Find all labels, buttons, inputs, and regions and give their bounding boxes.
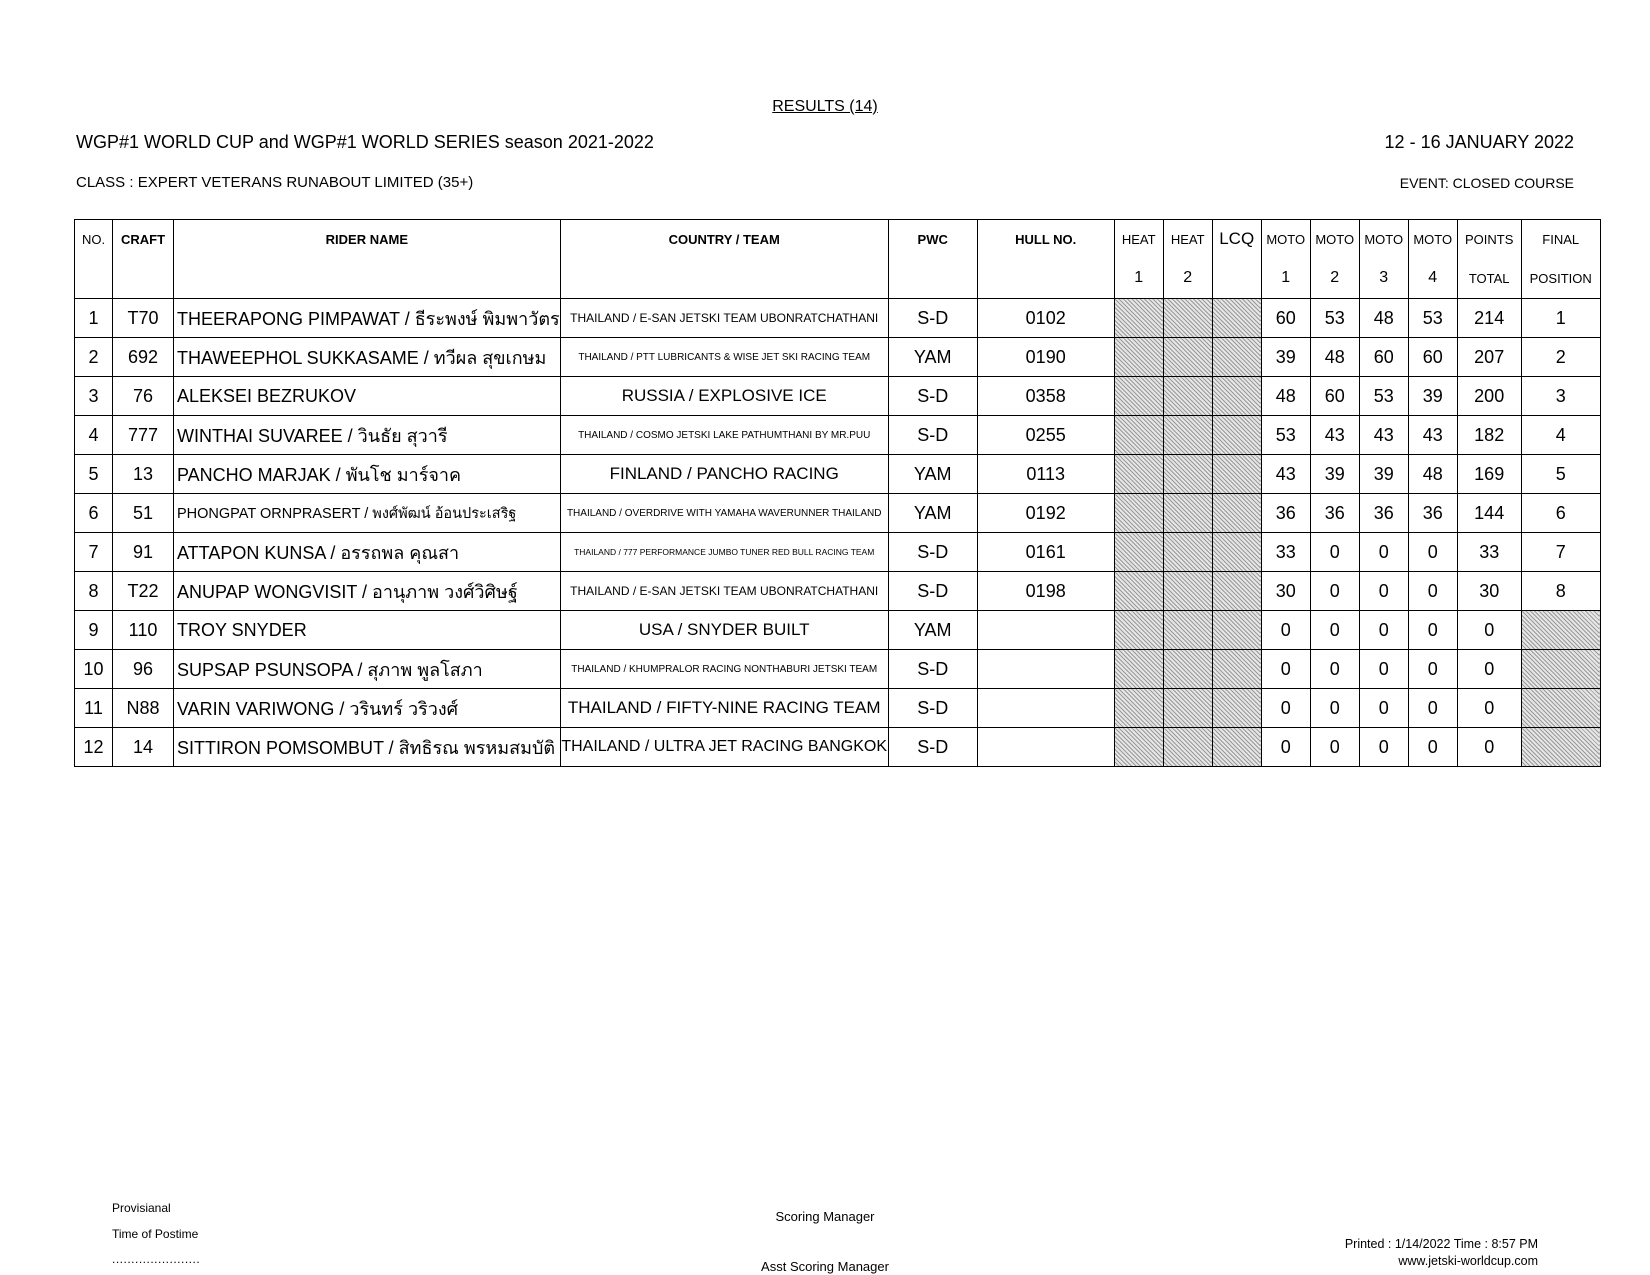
cell-moto3: 53: [1359, 377, 1408, 416]
cell-hull: 0113: [977, 455, 1114, 494]
col-header-moto4: MOTO: [1408, 220, 1457, 259]
cell-team: RUSSIA / EXPLOSIVE ICE: [560, 377, 888, 416]
cell-hull: 0192: [977, 494, 1114, 533]
cell-lcq: [1212, 650, 1261, 689]
cell-pwc: S-D: [888, 572, 977, 611]
cell-final: 1: [1521, 299, 1600, 338]
cell-total: 169: [1457, 455, 1521, 494]
cell-hull: 0358: [977, 377, 1114, 416]
table-row: [75, 377, 1601, 416]
cell-heat1: [1114, 728, 1163, 767]
col-header-moto3: MOTO: [1359, 220, 1408, 259]
cell-no: 5: [75, 455, 113, 494]
col-header-heat2: HEAT: [1163, 220, 1212, 259]
cell-moto2: 36: [1310, 494, 1359, 533]
cell-final: [1521, 650, 1600, 689]
col-subheader-moto3: 3: [1359, 258, 1408, 299]
cell-moto1: 53: [1261, 416, 1310, 455]
cell-pwc: S-D: [888, 377, 977, 416]
col-subheader-heat2: 2: [1163, 258, 1212, 299]
cell-pwc: S-D: [888, 728, 977, 767]
cell-final: 6: [1521, 494, 1600, 533]
cell-moto4: 60: [1408, 338, 1457, 377]
col-header-points: POINTS: [1457, 220, 1521, 259]
cell-rider: VARIN VARIWONG / วรินทร์ วริวงศ์: [174, 689, 561, 728]
col-header-lcq: LCQ: [1212, 220, 1261, 259]
cell-heat2: [1163, 299, 1212, 338]
table-row: [75, 533, 1601, 572]
table-row: [75, 572, 1601, 611]
cell-heat2: [1163, 572, 1212, 611]
cell-rider: SUPSAP PSUNSOPA / สุภาพ พูลโสภา: [174, 650, 561, 689]
cell-rider: THEERAPONG PIMPAWAT / ธีระพงษ์ พิมพาวัตร: [174, 299, 561, 338]
cell-craft: T22: [113, 572, 174, 611]
cell-lcq: [1212, 728, 1261, 767]
cell-heat1: [1114, 572, 1163, 611]
cell-pwc: YAM: [888, 455, 977, 494]
cell-final: 2: [1521, 338, 1600, 377]
cell-heat1: [1114, 611, 1163, 650]
cell-pwc: S-D: [888, 689, 977, 728]
cell-moto3: 0: [1359, 611, 1408, 650]
cell-hull: 0161: [977, 533, 1114, 572]
cell-moto4: 39: [1408, 377, 1457, 416]
col-header-moto1: MOTO: [1261, 220, 1310, 259]
cell-team: THAILAND / E-SAN JETSKI TEAM UBONRATCHATHANI: [560, 299, 888, 338]
cell-craft: 96: [113, 650, 174, 689]
event-name: WGP#1 WORLD CUP and WGP#1 WORLD SERIES season 2021-2022: [76, 132, 654, 152]
col-header-heat1: HEAT: [1114, 220, 1163, 259]
cell-lcq: [1212, 572, 1261, 611]
cell-moto3: 0: [1359, 533, 1408, 572]
col-header-craft: CRAFT: [113, 220, 174, 259]
cell-no: 2: [75, 338, 113, 377]
table-row: [75, 494, 1601, 533]
cell-moto3: 0: [1359, 728, 1408, 767]
table-row: [75, 611, 1601, 650]
cell-moto4: 48: [1408, 455, 1457, 494]
signature-line: .......................: [112, 1252, 201, 1266]
cell-moto4: 43: [1408, 416, 1457, 455]
cell-moto3: 0: [1359, 650, 1408, 689]
cell-heat2: [1163, 416, 1212, 455]
cell-moto3: 0: [1359, 689, 1408, 728]
scoring-manager-label: Scoring Manager: [775, 1209, 875, 1224]
cell-heat2: [1163, 533, 1212, 572]
cell-hull: 0190: [977, 338, 1114, 377]
cell-moto2: 60: [1310, 377, 1359, 416]
cell-craft: 51: [113, 494, 174, 533]
col-subheader-moto1: 1: [1261, 258, 1310, 299]
cell-hull: [977, 728, 1114, 767]
cell-moto2: 48: [1310, 338, 1359, 377]
cell-team: THAILAND / PTT LUBRICANTS & WISE JET SKI RACING TEAM: [560, 338, 888, 377]
cell-heat1: [1114, 377, 1163, 416]
cell-team: USA / SNYDER BUILT: [560, 611, 888, 650]
cell-heat1: [1114, 338, 1163, 377]
cell-total: 207: [1457, 338, 1521, 377]
cell-heat1: [1114, 494, 1163, 533]
cell-heat1: [1114, 455, 1163, 494]
cell-total: 30: [1457, 572, 1521, 611]
col-subheader-moto2: 2: [1310, 258, 1359, 299]
cell-moto1: 43: [1261, 455, 1310, 494]
cell-moto2: 0: [1310, 728, 1359, 767]
cell-lcq: [1212, 494, 1261, 533]
col-header-pwc: PWC: [888, 220, 977, 259]
cell-total: 144: [1457, 494, 1521, 533]
cell-moto1: 0: [1261, 650, 1310, 689]
cell-moto1: 30: [1261, 572, 1310, 611]
cell-total: 214: [1457, 299, 1521, 338]
cell-heat1: [1114, 416, 1163, 455]
cell-lcq: [1212, 377, 1261, 416]
cell-rider: TROY SNYDER: [174, 611, 561, 650]
cell-moto3: 43: [1359, 416, 1408, 455]
cell-team: THAILAND / OVERDRIVE WITH YAMAHA WAVERUNNER THAILAND: [560, 494, 888, 533]
cell-no: 10: [75, 650, 113, 689]
cell-total: 0: [1457, 650, 1521, 689]
cell-lcq: [1212, 611, 1261, 650]
table-row: [75, 338, 1601, 377]
cell-pwc: S-D: [888, 299, 977, 338]
cell-hull: 0198: [977, 572, 1114, 611]
cell-craft: 110: [113, 611, 174, 650]
cell-total: 0: [1457, 611, 1521, 650]
cell-heat2: [1163, 494, 1212, 533]
cell-rider: ANUPAP WONGVISIT / อานุภาพ วงศ์วิศิษฐ์: [174, 572, 561, 611]
cell-rider: WINTHAI SUVAREE / วินธัย สุวารี: [174, 416, 561, 455]
col-header-moto2: MOTO: [1310, 220, 1359, 259]
cell-no: 12: [75, 728, 113, 767]
cell-moto2: 43: [1310, 416, 1359, 455]
table-row: [75, 728, 1601, 767]
cell-pwc: S-D: [888, 416, 977, 455]
col-header-final: FINAL: [1521, 220, 1600, 259]
cell-moto4: 53: [1408, 299, 1457, 338]
cell-heat1: [1114, 533, 1163, 572]
cell-rider: PANCHO MARJAK / พันโช มาร์จาค: [174, 455, 561, 494]
table-row: [75, 455, 1601, 494]
cell-moto2: 0: [1310, 650, 1359, 689]
cell-heat2: [1163, 338, 1212, 377]
cell-craft: 91: [113, 533, 174, 572]
table-row: [75, 416, 1601, 455]
cell-total: 200: [1457, 377, 1521, 416]
cell-moto4: 0: [1408, 611, 1457, 650]
cell-rider: ALEKSEI BEZRUKOV: [174, 377, 561, 416]
cell-final: 3: [1521, 377, 1600, 416]
cell-final: 4: [1521, 416, 1600, 455]
cell-moto1: 0: [1261, 689, 1310, 728]
cell-no: 6: [75, 494, 113, 533]
cell-moto4: 0: [1408, 728, 1457, 767]
cell-team: THAILAND / 777 PERFORMANCE JUMBO TUNER RED BULL RACING TEAM: [560, 533, 888, 572]
cell-craft: T70: [113, 299, 174, 338]
col-subheader-moto4: 4: [1408, 258, 1457, 299]
cell-team: FINLAND / PANCHO RACING: [560, 455, 888, 494]
cell-rider: PHONGPAT ORNPRASERT / พงศ์พัฒน์ อ้อนประเสริฐ: [174, 494, 561, 533]
cell-moto3: 48: [1359, 299, 1408, 338]
page-title: RESULTS (14): [772, 98, 878, 115]
cell-moto3: 60: [1359, 338, 1408, 377]
cell-rider: THAWEEPHOL SUKKASAME / ทวีผล สุขเกษม: [174, 338, 561, 377]
cell-craft: 14: [113, 728, 174, 767]
cell-hull: 0255: [977, 416, 1114, 455]
cell-pwc: S-D: [888, 650, 977, 689]
table-row: [75, 299, 1601, 338]
cell-heat2: [1163, 377, 1212, 416]
cell-heat2: [1163, 611, 1212, 650]
cell-hull: [977, 611, 1114, 650]
event-type: EVENT: CLOSED COURSE: [1399, 175, 1574, 191]
cell-craft: 76: [113, 377, 174, 416]
cell-heat1: [1114, 650, 1163, 689]
cell-total: 0: [1457, 689, 1521, 728]
cell-team: THAILAND / FIFTY-NINE RACING TEAM: [560, 689, 888, 728]
cell-lcq: [1212, 533, 1261, 572]
cell-no: 3: [75, 377, 113, 416]
col-header-hull: HULL NO.: [977, 220, 1114, 259]
cell-final: 7: [1521, 533, 1600, 572]
time-of-postime-label: Time of Postime: [112, 1227, 199, 1241]
cell-moto2: 53: [1310, 299, 1359, 338]
cell-hull: [977, 650, 1114, 689]
cell-moto2: 0: [1310, 689, 1359, 728]
cell-moto4: 0: [1408, 572, 1457, 611]
cell-hull: 0102: [977, 299, 1114, 338]
table-row: [75, 689, 1601, 728]
cell-moto3: 0: [1359, 572, 1408, 611]
cell-hull: [977, 689, 1114, 728]
col-header-team: COUNTRY / TEAM: [560, 220, 888, 259]
cell-moto4: 0: [1408, 689, 1457, 728]
cell-final: [1521, 611, 1600, 650]
cell-final: 5: [1521, 455, 1600, 494]
website-link: www.jetski-worldcup.com: [1398, 1254, 1538, 1268]
cell-total: 33: [1457, 533, 1521, 572]
cell-final: 8: [1521, 572, 1600, 611]
cell-moto1: 60: [1261, 299, 1310, 338]
cell-moto3: 39: [1359, 455, 1408, 494]
cell-moto1: 48: [1261, 377, 1310, 416]
cell-lcq: [1212, 299, 1261, 338]
cell-heat2: [1163, 455, 1212, 494]
results-table: [74, 219, 1601, 767]
cell-moto2: 0: [1310, 572, 1359, 611]
cell-team: THAILAND / KHUMPRALOR RACING NONTHABURI JETSKI TEAM: [560, 650, 888, 689]
cell-moto4: 0: [1408, 650, 1457, 689]
asst-scoring-manager-label: Asst Scoring Manager: [761, 1259, 889, 1274]
cell-heat2: [1163, 689, 1212, 728]
cell-no: 8: [75, 572, 113, 611]
col-subheader-heat1: 1: [1114, 258, 1163, 299]
cell-no: 1: [75, 299, 113, 338]
table-row: [75, 650, 1601, 689]
cell-heat2: [1163, 650, 1212, 689]
cell-craft: N88: [113, 689, 174, 728]
cell-moto1: 39: [1261, 338, 1310, 377]
cell-moto1: 33: [1261, 533, 1310, 572]
col-header-no: NO.: [75, 220, 113, 259]
cell-no: 4: [75, 416, 113, 455]
cell-rider: ATTAPON KUNSA / อรรถพล คุณสา: [174, 533, 561, 572]
cell-lcq: [1212, 689, 1261, 728]
cell-heat1: [1114, 299, 1163, 338]
cell-lcq: [1212, 455, 1261, 494]
cell-no: 9: [75, 611, 113, 650]
printed-timestamp: Printed : 1/14/2022 Time : 8:57 PM: [1344, 1237, 1538, 1251]
cell-craft: 692: [113, 338, 174, 377]
col-header-rider: RIDER NAME: [174, 220, 561, 259]
cell-moto3: 36: [1359, 494, 1408, 533]
cell-moto4: 36: [1408, 494, 1457, 533]
provisional-label: Provisianal: [112, 1201, 171, 1215]
cell-moto1: 0: [1261, 611, 1310, 650]
cell-team: THAILAND / COSMO JETSKI LAKE PATHUMTHANI BY MR.PUU: [560, 416, 888, 455]
cell-moto2: 39: [1310, 455, 1359, 494]
cell-craft: 13: [113, 455, 174, 494]
cell-moto1: 36: [1261, 494, 1310, 533]
cell-heat1: [1114, 689, 1163, 728]
cell-moto2: 0: [1310, 533, 1359, 572]
class-label: CLASS : EXPERT VETERANS RUNABOUT LIMITED (35+): [76, 174, 474, 191]
cell-team: THAILAND / ULTRA JET RACING BANGKOK: [560, 728, 888, 767]
cell-final: [1521, 689, 1600, 728]
cell-pwc: YAM: [888, 494, 977, 533]
cell-moto4: 0: [1408, 533, 1457, 572]
cell-lcq: [1212, 416, 1261, 455]
cell-craft: 777: [113, 416, 174, 455]
cell-team: THAILAND / E-SAN JETSKI TEAM UBONRATCHATHANI: [560, 572, 888, 611]
cell-moto2: 0: [1310, 611, 1359, 650]
cell-rider: SITTIRON POMSOMBUT / สิทธิรณ พรหมสมบัติ: [174, 728, 561, 767]
cell-no: 7: [75, 533, 113, 572]
col-subheader-points: TOTAL: [1457, 258, 1521, 299]
cell-pwc: YAM: [888, 611, 977, 650]
cell-moto1: 0: [1261, 728, 1310, 767]
cell-no: 11: [75, 689, 113, 728]
cell-final: [1521, 728, 1600, 767]
col-subheader-final: POSITION: [1521, 258, 1600, 299]
event-dates: 12 - 16 JANUARY 2022: [1384, 132, 1574, 152]
cell-lcq: [1212, 338, 1261, 377]
cell-heat2: [1163, 728, 1212, 767]
cell-total: 0: [1457, 728, 1521, 767]
cell-pwc: S-D: [888, 533, 977, 572]
cell-total: 182: [1457, 416, 1521, 455]
cell-pwc: YAM: [888, 338, 977, 377]
